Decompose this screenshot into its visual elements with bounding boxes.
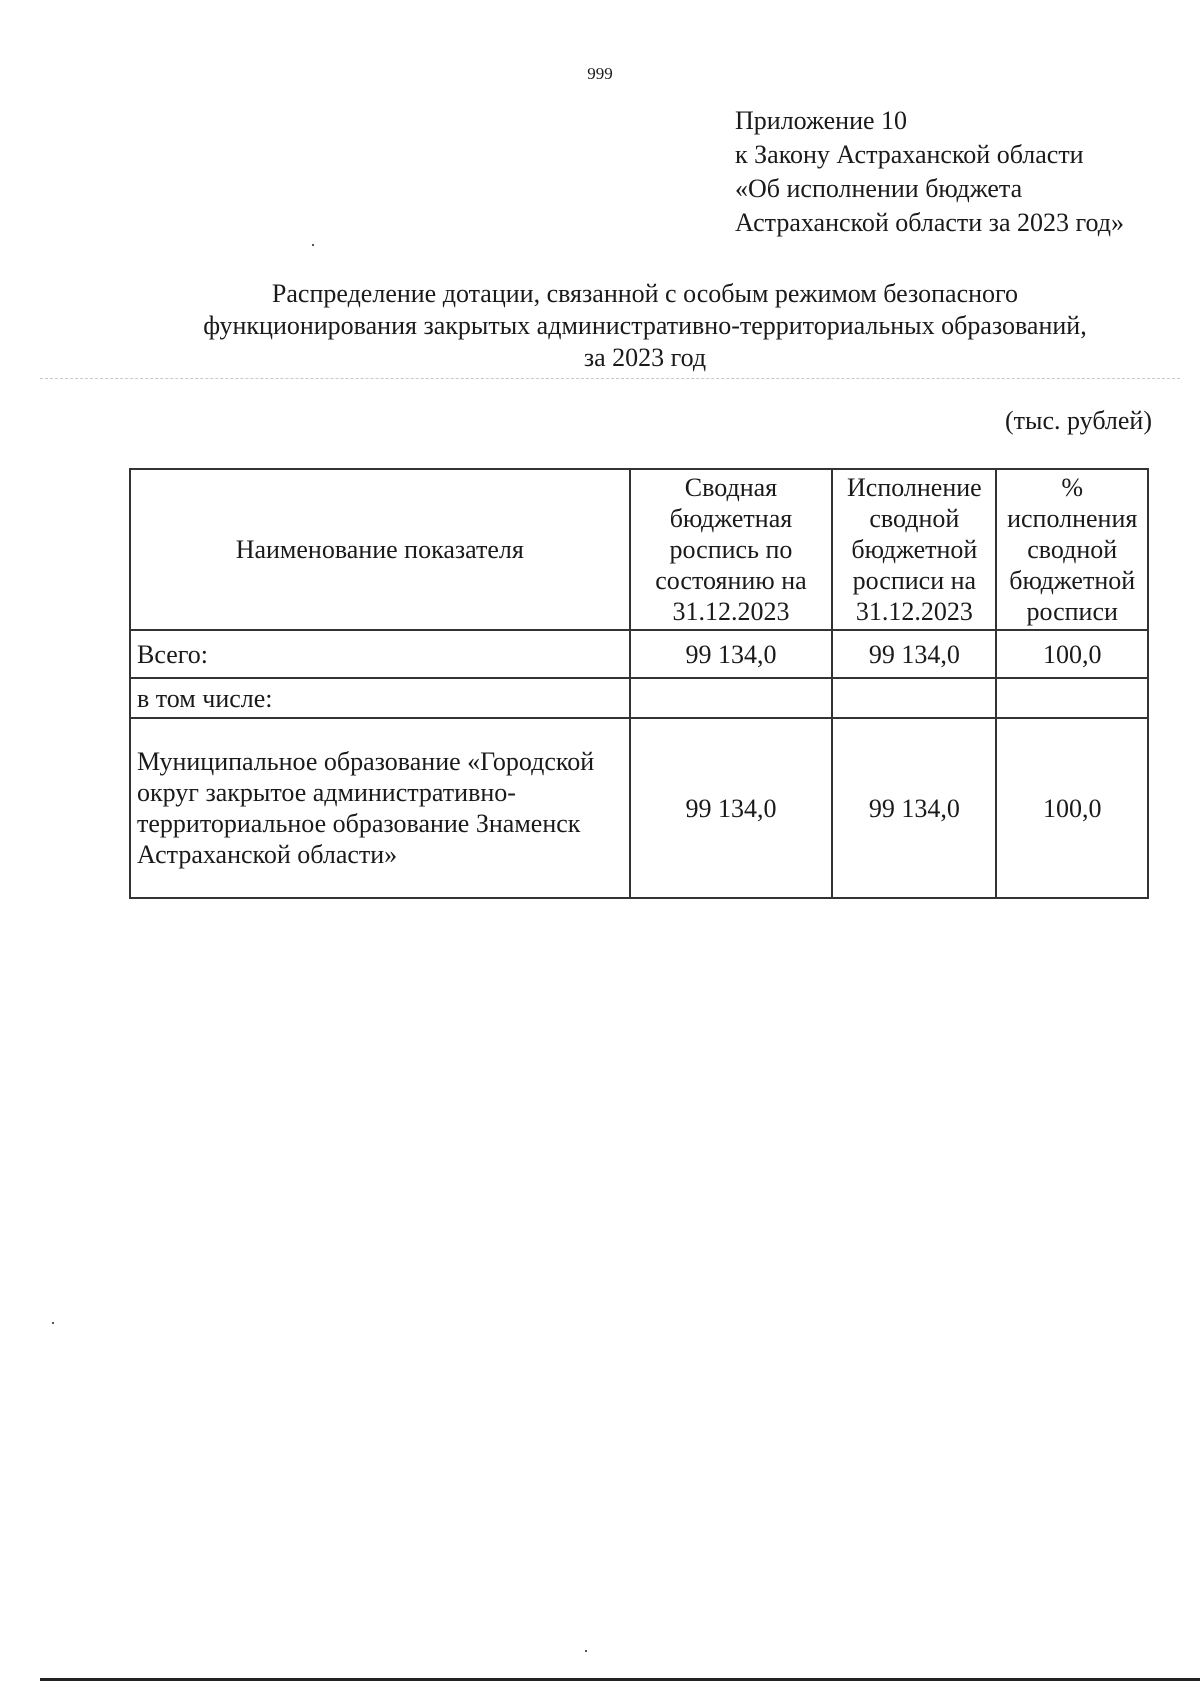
row-name: в том числе: bbox=[130, 678, 630, 718]
table-row bbox=[130, 718, 1148, 898]
scan-speck bbox=[52, 1322, 54, 1324]
header-plan: Сводная бюджетная роспись по состоянию на 31.12.2023 bbox=[630, 469, 833, 630]
row-exec: 99 134,0 bbox=[832, 718, 996, 898]
row-name: Муниципальное образование «Городской округ закрытое административно-территориальное образование Знаменск Астраханской области» bbox=[130, 718, 630, 898]
scan-artifact-line bbox=[40, 378, 1180, 379]
table-header-row bbox=[130, 469, 1148, 630]
header-exec: Исполнение сводной бюджетной росписи на 31.12.2023 bbox=[832, 469, 996, 630]
row-exec bbox=[832, 678, 996, 718]
row-plan: 99 134,0 bbox=[630, 630, 833, 678]
scan-speck bbox=[312, 244, 314, 246]
bottom-edge-line bbox=[40, 1678, 1200, 1681]
row-pct bbox=[996, 678, 1148, 718]
appendix-block bbox=[735, 104, 1124, 240]
row-pct: 100,0 bbox=[996, 630, 1148, 678]
report-table bbox=[129, 468, 1149, 899]
row-name: Всего: bbox=[130, 630, 630, 678]
appendix-line: Астраханской области за 2023 год» bbox=[735, 208, 1124, 237]
scan-speck bbox=[585, 1650, 587, 1652]
title-line: Распределение дотации, связанной с особым режимом безопасного bbox=[271, 279, 1019, 308]
table-row bbox=[130, 630, 1148, 678]
appendix-line: Приложение 10 bbox=[735, 106, 908, 135]
row-plan bbox=[630, 678, 833, 718]
title-line: функционирования закрытых административно-территориальных образований, bbox=[203, 311, 1087, 340]
row-plan: 99 134,0 bbox=[630, 718, 833, 898]
document-title bbox=[100, 278, 1190, 374]
row-exec: 99 134,0 bbox=[832, 630, 996, 678]
appendix-line: к Закону Астраханской области bbox=[735, 140, 1084, 169]
row-pct: 100,0 bbox=[996, 718, 1148, 898]
appendix-line: «Об исполнении бюджета bbox=[735, 174, 1023, 203]
title-line: за 2023 год bbox=[583, 343, 707, 372]
header-pct: % исполнения сводной бюджетной росписи bbox=[996, 469, 1148, 630]
page-number: 999 bbox=[587, 64, 613, 83]
unit-label: (тыс. рублей) bbox=[1004, 406, 1152, 435]
table-row bbox=[130, 678, 1148, 718]
header-name: Наименование показателя bbox=[130, 469, 630, 630]
